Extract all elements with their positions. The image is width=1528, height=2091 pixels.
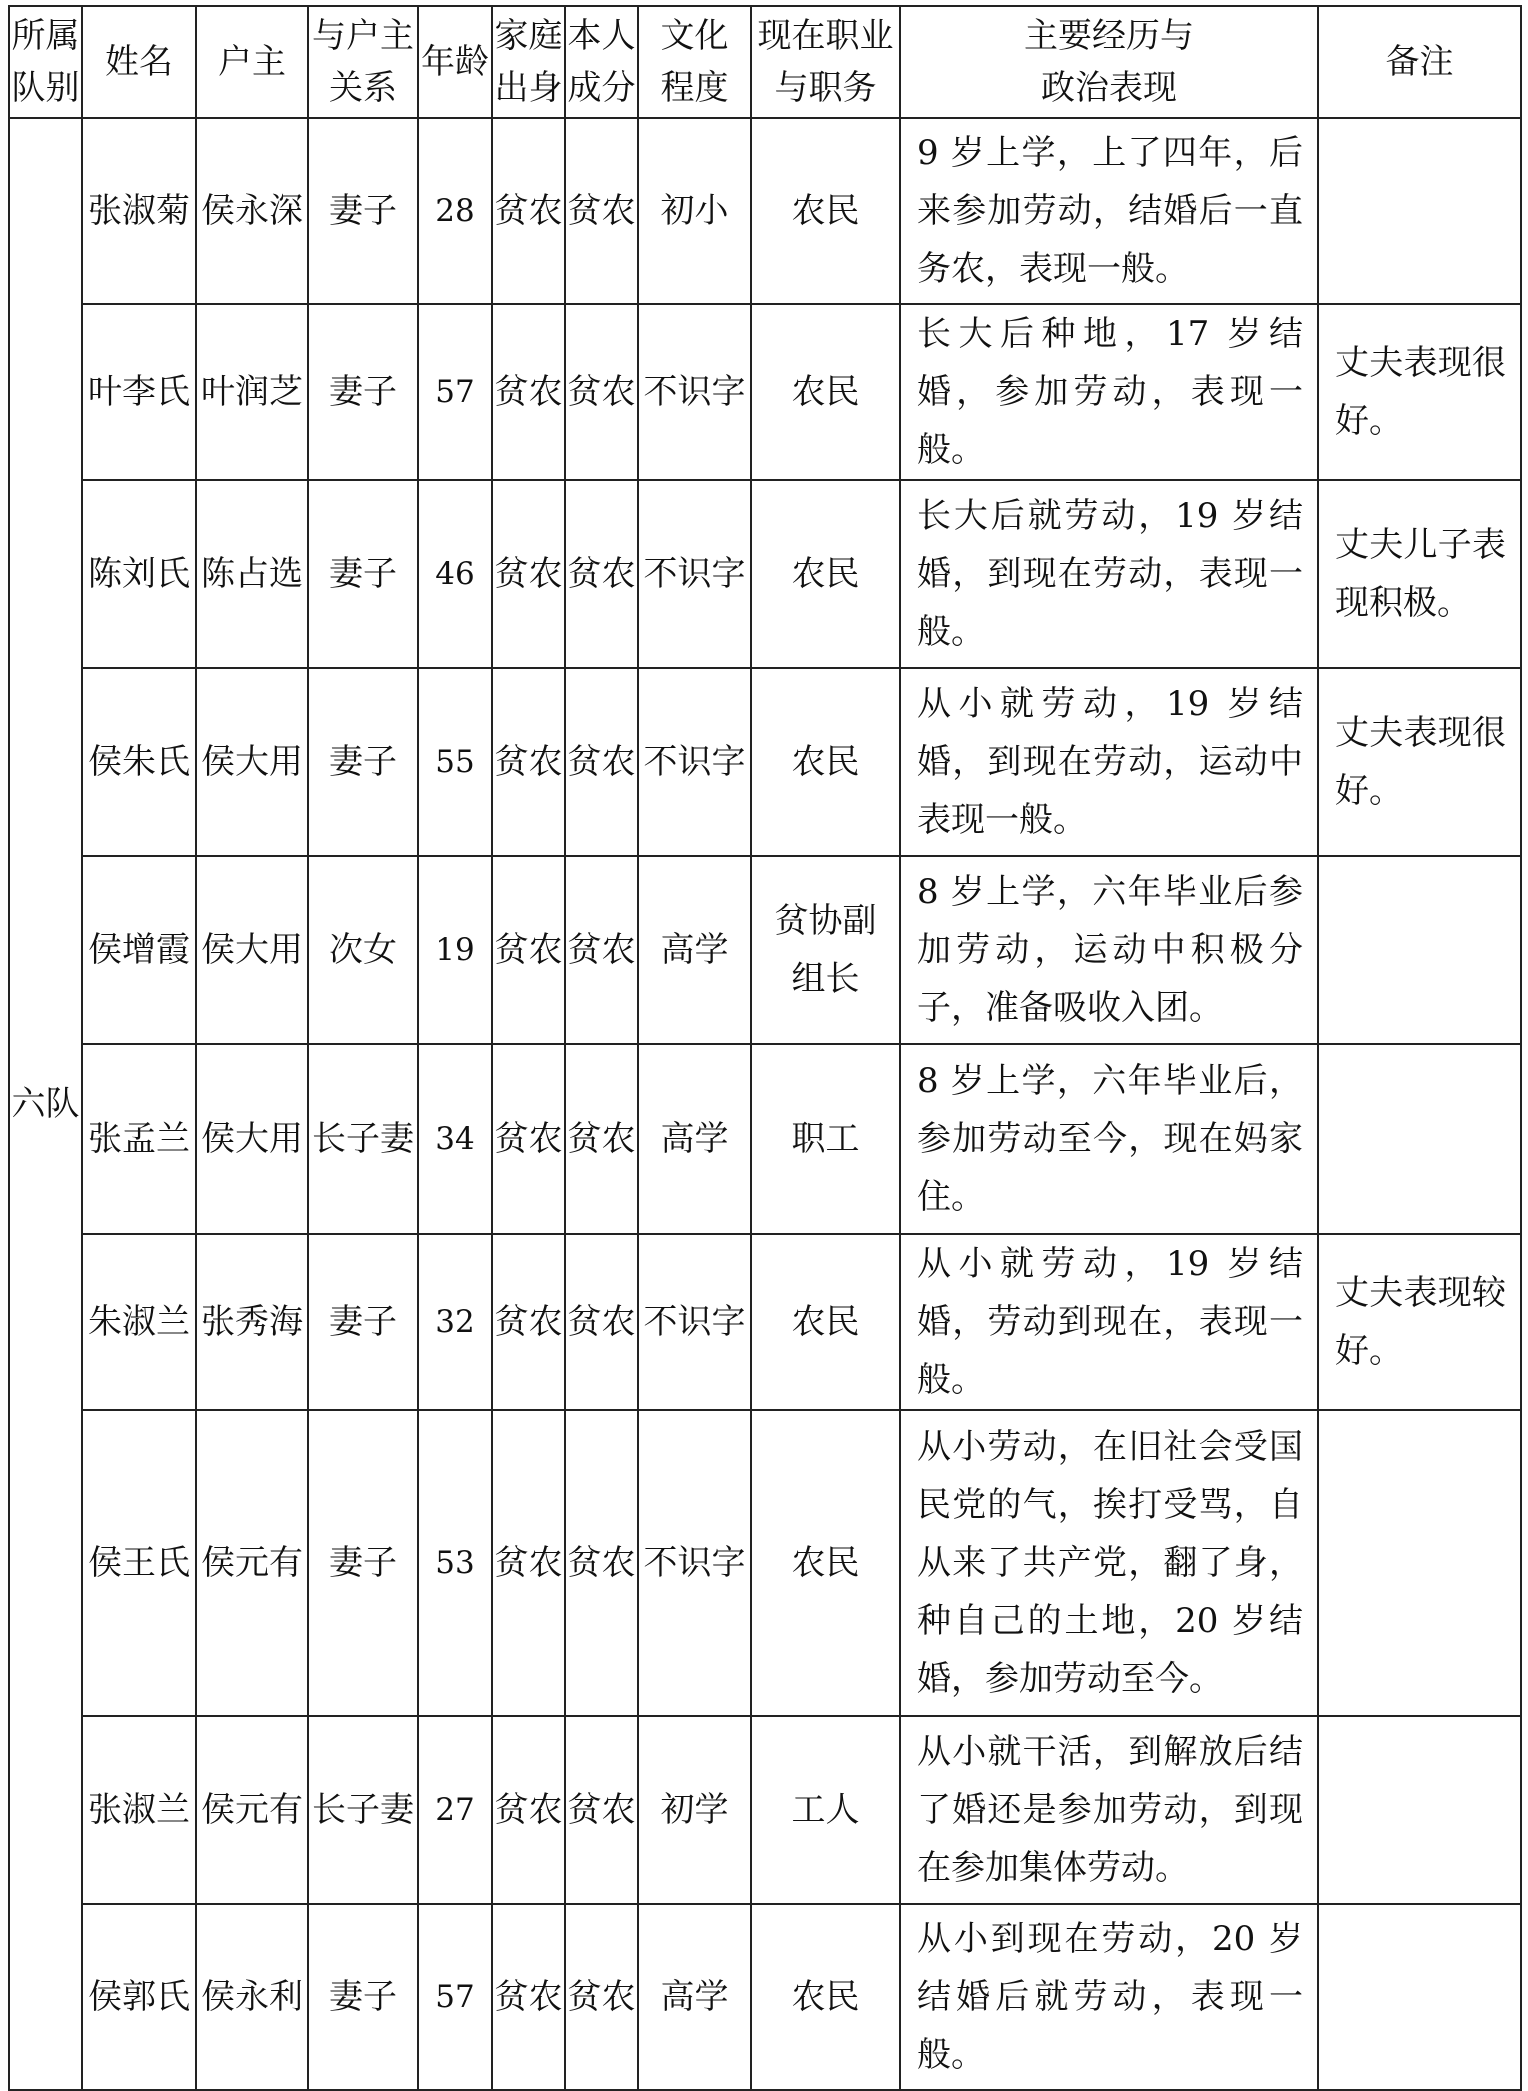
- table-row: [9, 668, 1521, 856]
- age-cell: 19: [418, 856, 492, 1044]
- householder-cell: 侯大用: [196, 668, 308, 856]
- householder-cell: 侯大用: [196, 1044, 308, 1234]
- householder-cell: 侯元有: [196, 1410, 308, 1716]
- history-cell: 8 岁上学，六年毕业后，参加劳动至今，现在妈家住。: [900, 1044, 1318, 1234]
- householder-cell: 侯元有: [196, 1716, 308, 1904]
- history-cell: 长大后种地，17 岁结婚，参加劳动，表现一般。: [900, 304, 1318, 480]
- occupation-cell: 农民: [751, 118, 900, 304]
- header-name-line-1: 姓名: [105, 42, 173, 82]
- header-occupation: [751, 6, 900, 118]
- header-personal-status-line-1: 本人: [567, 16, 636, 56]
- occupation-cell: 农民: [751, 1904, 900, 2090]
- relation-cell: 妻子: [308, 480, 418, 668]
- personal-status-cell: 贫农: [565, 1234, 638, 1410]
- header-relation-line-1: 与户主: [312, 16, 414, 56]
- table-row: [9, 1234, 1521, 1410]
- table-row: [9, 118, 1521, 304]
- header-name: [82, 6, 196, 118]
- family-origin-cell: 贫农: [492, 1044, 565, 1234]
- notes-cell: [1318, 1716, 1521, 1904]
- header-relation-line-2: 关系: [329, 68, 397, 108]
- family-origin-cell: 贫农: [492, 118, 565, 304]
- personal-status-cell: 贫农: [565, 1716, 638, 1904]
- education-cell: 高学: [638, 1044, 751, 1234]
- occupation-cell: 农民: [751, 1410, 900, 1716]
- name-cell: 侯郭氏: [82, 1904, 196, 2090]
- header-education: [638, 6, 751, 118]
- personal-status-cell: 贫农: [565, 1044, 638, 1234]
- occupation-cell: 农民: [751, 668, 900, 856]
- personal-status-cell: 贫农: [565, 480, 638, 668]
- education-cell: 不识字: [638, 668, 751, 856]
- householder-cell: 陈占选: [196, 480, 308, 668]
- relation-cell: 长子妻: [308, 1716, 418, 1904]
- occupation-cell: 工人: [751, 1716, 900, 1904]
- notes-cell: [1318, 1410, 1521, 1716]
- age-cell: 57: [418, 304, 492, 480]
- age-cell: 32: [418, 1234, 492, 1410]
- age-cell: 28: [418, 118, 492, 304]
- family-origin-cell: 贫农: [492, 480, 565, 668]
- table-row: [9, 1716, 1521, 1904]
- householder-cell: 张秀海: [196, 1234, 308, 1410]
- header-history-line-1: 主要经历与: [1024, 16, 1194, 56]
- header-notes: [1318, 6, 1521, 118]
- header-householder: [196, 6, 308, 118]
- relation-cell: 妻子: [308, 1410, 418, 1716]
- education-cell: 不识字: [638, 304, 751, 480]
- header-occupation-line-1: 现在职业: [757, 16, 894, 56]
- age-cell: 46: [418, 480, 492, 668]
- age-cell: 57: [418, 1904, 492, 2090]
- history-cell: 8 岁上学，六年毕业后参加劳动，运动中积极分子，准备吸收入团。: [900, 856, 1318, 1044]
- header-occupation-line-2: 与职务: [774, 68, 877, 108]
- name-cell: 侯增霞: [82, 856, 196, 1044]
- age-cell: 55: [418, 668, 492, 856]
- family-origin-cell: 贫农: [492, 1716, 565, 1904]
- education-cell: 初学: [638, 1716, 751, 1904]
- history-cell: 从小就干活，到解放后结了婚还是参加劳动，到现在参加集体劳动。: [900, 1716, 1318, 1904]
- education-cell: 不识字: [638, 1234, 751, 1410]
- table-row: [9, 1904, 1521, 2090]
- education-cell: 高学: [638, 856, 751, 1044]
- header-team-line-1: 所属: [11, 16, 80, 56]
- age-cell: 34: [418, 1044, 492, 1234]
- education-cell: 高学: [638, 1904, 751, 2090]
- history-cell: 从小就劳动，19 岁结婚，到现在劳动，运动中表现一般。: [900, 668, 1318, 856]
- table-row: [9, 856, 1521, 1044]
- name-cell: 张淑兰: [82, 1716, 196, 1904]
- header-family-origin-line-2: 出身: [494, 68, 563, 108]
- relation-cell: 长子妻: [308, 1044, 418, 1234]
- occupation-cell: 农民: [751, 1234, 900, 1410]
- history-cell: 从小就劳动，19 岁结婚，劳动到现在，表现一般。: [900, 1234, 1318, 1410]
- householder-cell: 侯大用: [196, 856, 308, 1044]
- table-row: [9, 304, 1521, 480]
- relation-cell: 妻子: [308, 1904, 418, 2090]
- notes-cell: 丈夫表现较好。: [1318, 1234, 1521, 1410]
- notes-cell: [1318, 1044, 1521, 1234]
- name-cell: 侯朱氏: [82, 668, 196, 856]
- relation-cell: 妻子: [308, 304, 418, 480]
- history-cell: 9 岁上学，上了四年，后来参加劳动，结婚后一直务农，表现一般。: [900, 118, 1318, 304]
- family-origin-cell: 贫农: [492, 668, 565, 856]
- notes-cell: [1318, 856, 1521, 1044]
- header-age: [418, 6, 492, 118]
- family-origin-cell: 贫农: [492, 1234, 565, 1410]
- householder-cell: 叶润芝: [196, 304, 308, 480]
- relation-cell: 妻子: [308, 1234, 418, 1410]
- table-row: [9, 1044, 1521, 1234]
- name-cell: 张孟兰: [82, 1044, 196, 1234]
- table-row: [9, 480, 1521, 668]
- notes-cell: 丈夫表现很好。: [1318, 304, 1521, 480]
- history-cell: 从小到现在劳动，20 岁结婚后就劳动，表现一般。: [900, 1904, 1318, 2090]
- family-origin-cell: 贫农: [492, 304, 565, 480]
- householder-cell: 侯永深: [196, 118, 308, 304]
- name-cell: 侯王氏: [82, 1410, 196, 1716]
- personal-status-cell: 贫农: [565, 668, 638, 856]
- occupation-cell: 农民: [751, 304, 900, 480]
- notes-cell: [1318, 118, 1521, 304]
- history-cell: 长大后就劳动，19 岁结婚，到现在劳动，表现一般。: [900, 480, 1318, 668]
- notes-cell: 丈夫表现很好。: [1318, 668, 1521, 856]
- occupation-cell: 农民: [751, 480, 900, 668]
- header-history-line-2: 政治表现: [1041, 68, 1177, 108]
- age-cell: 27: [418, 1716, 492, 1904]
- family-origin-cell: 贫农: [492, 1904, 565, 2090]
- team-cell: 六队: [9, 118, 82, 2090]
- notes-cell: [1318, 1904, 1521, 2090]
- age-cell: 53: [418, 1410, 492, 1716]
- personal-status-cell: 贫农: [565, 1904, 638, 2090]
- header-personal-status-line-2: 成分: [567, 68, 636, 108]
- header-education-line-2: 程度: [660, 68, 729, 108]
- relation-cell: 次女: [308, 856, 418, 1044]
- header-notes-line-1: 备注: [1385, 42, 1454, 82]
- household-table: [8, 5, 1522, 2091]
- header-householder-line-1: 户主: [218, 42, 286, 82]
- header-team-line-2: 队别: [11, 68, 80, 108]
- family-origin-cell: 贫农: [492, 1410, 565, 1716]
- occupation-cell: 职工: [751, 1044, 900, 1234]
- personal-status-cell: 贫农: [565, 118, 638, 304]
- history-cell: 从小劳动，在旧社会受国民党的气，挨打受骂，自从来了共产党，翻了身，种自己的土地，20 岁结婚，参加劳动至今。: [900, 1410, 1318, 1716]
- occupation-cell: 贫协副组长: [751, 856, 900, 1044]
- education-cell: 不识字: [638, 1410, 751, 1716]
- personal-status-cell: 贫农: [565, 304, 638, 480]
- relation-cell: 妻子: [308, 118, 418, 304]
- relation-cell: 妻子: [308, 668, 418, 856]
- personal-status-cell: 贫农: [565, 1410, 638, 1716]
- name-cell: 朱淑兰: [82, 1234, 196, 1410]
- header-history: [900, 6, 1318, 118]
- table-row: [9, 1410, 1521, 1716]
- education-cell: 初小: [638, 118, 751, 304]
- header-relation: [308, 6, 418, 118]
- name-cell: 叶李氏: [82, 304, 196, 480]
- header-personal-status: [565, 6, 638, 118]
- name-cell: 张淑菊: [82, 118, 196, 304]
- notes-cell: 丈夫儿子表现积极。: [1318, 480, 1521, 668]
- header-team: [9, 6, 82, 118]
- header-family-origin-line-1: 家庭: [494, 16, 563, 56]
- header-education-line-1: 文化: [660, 16, 729, 56]
- personal-status-cell: 贫农: [565, 856, 638, 1044]
- householder-cell: 侯永利: [196, 1904, 308, 2090]
- header-family-origin: [492, 6, 565, 118]
- family-origin-cell: 贫农: [492, 856, 565, 1044]
- header-age-line-1: 年龄: [421, 42, 489, 82]
- name-cell: 陈刘氏: [82, 480, 196, 668]
- education-cell: 不识字: [638, 480, 751, 668]
- header-row: [9, 6, 1521, 118]
